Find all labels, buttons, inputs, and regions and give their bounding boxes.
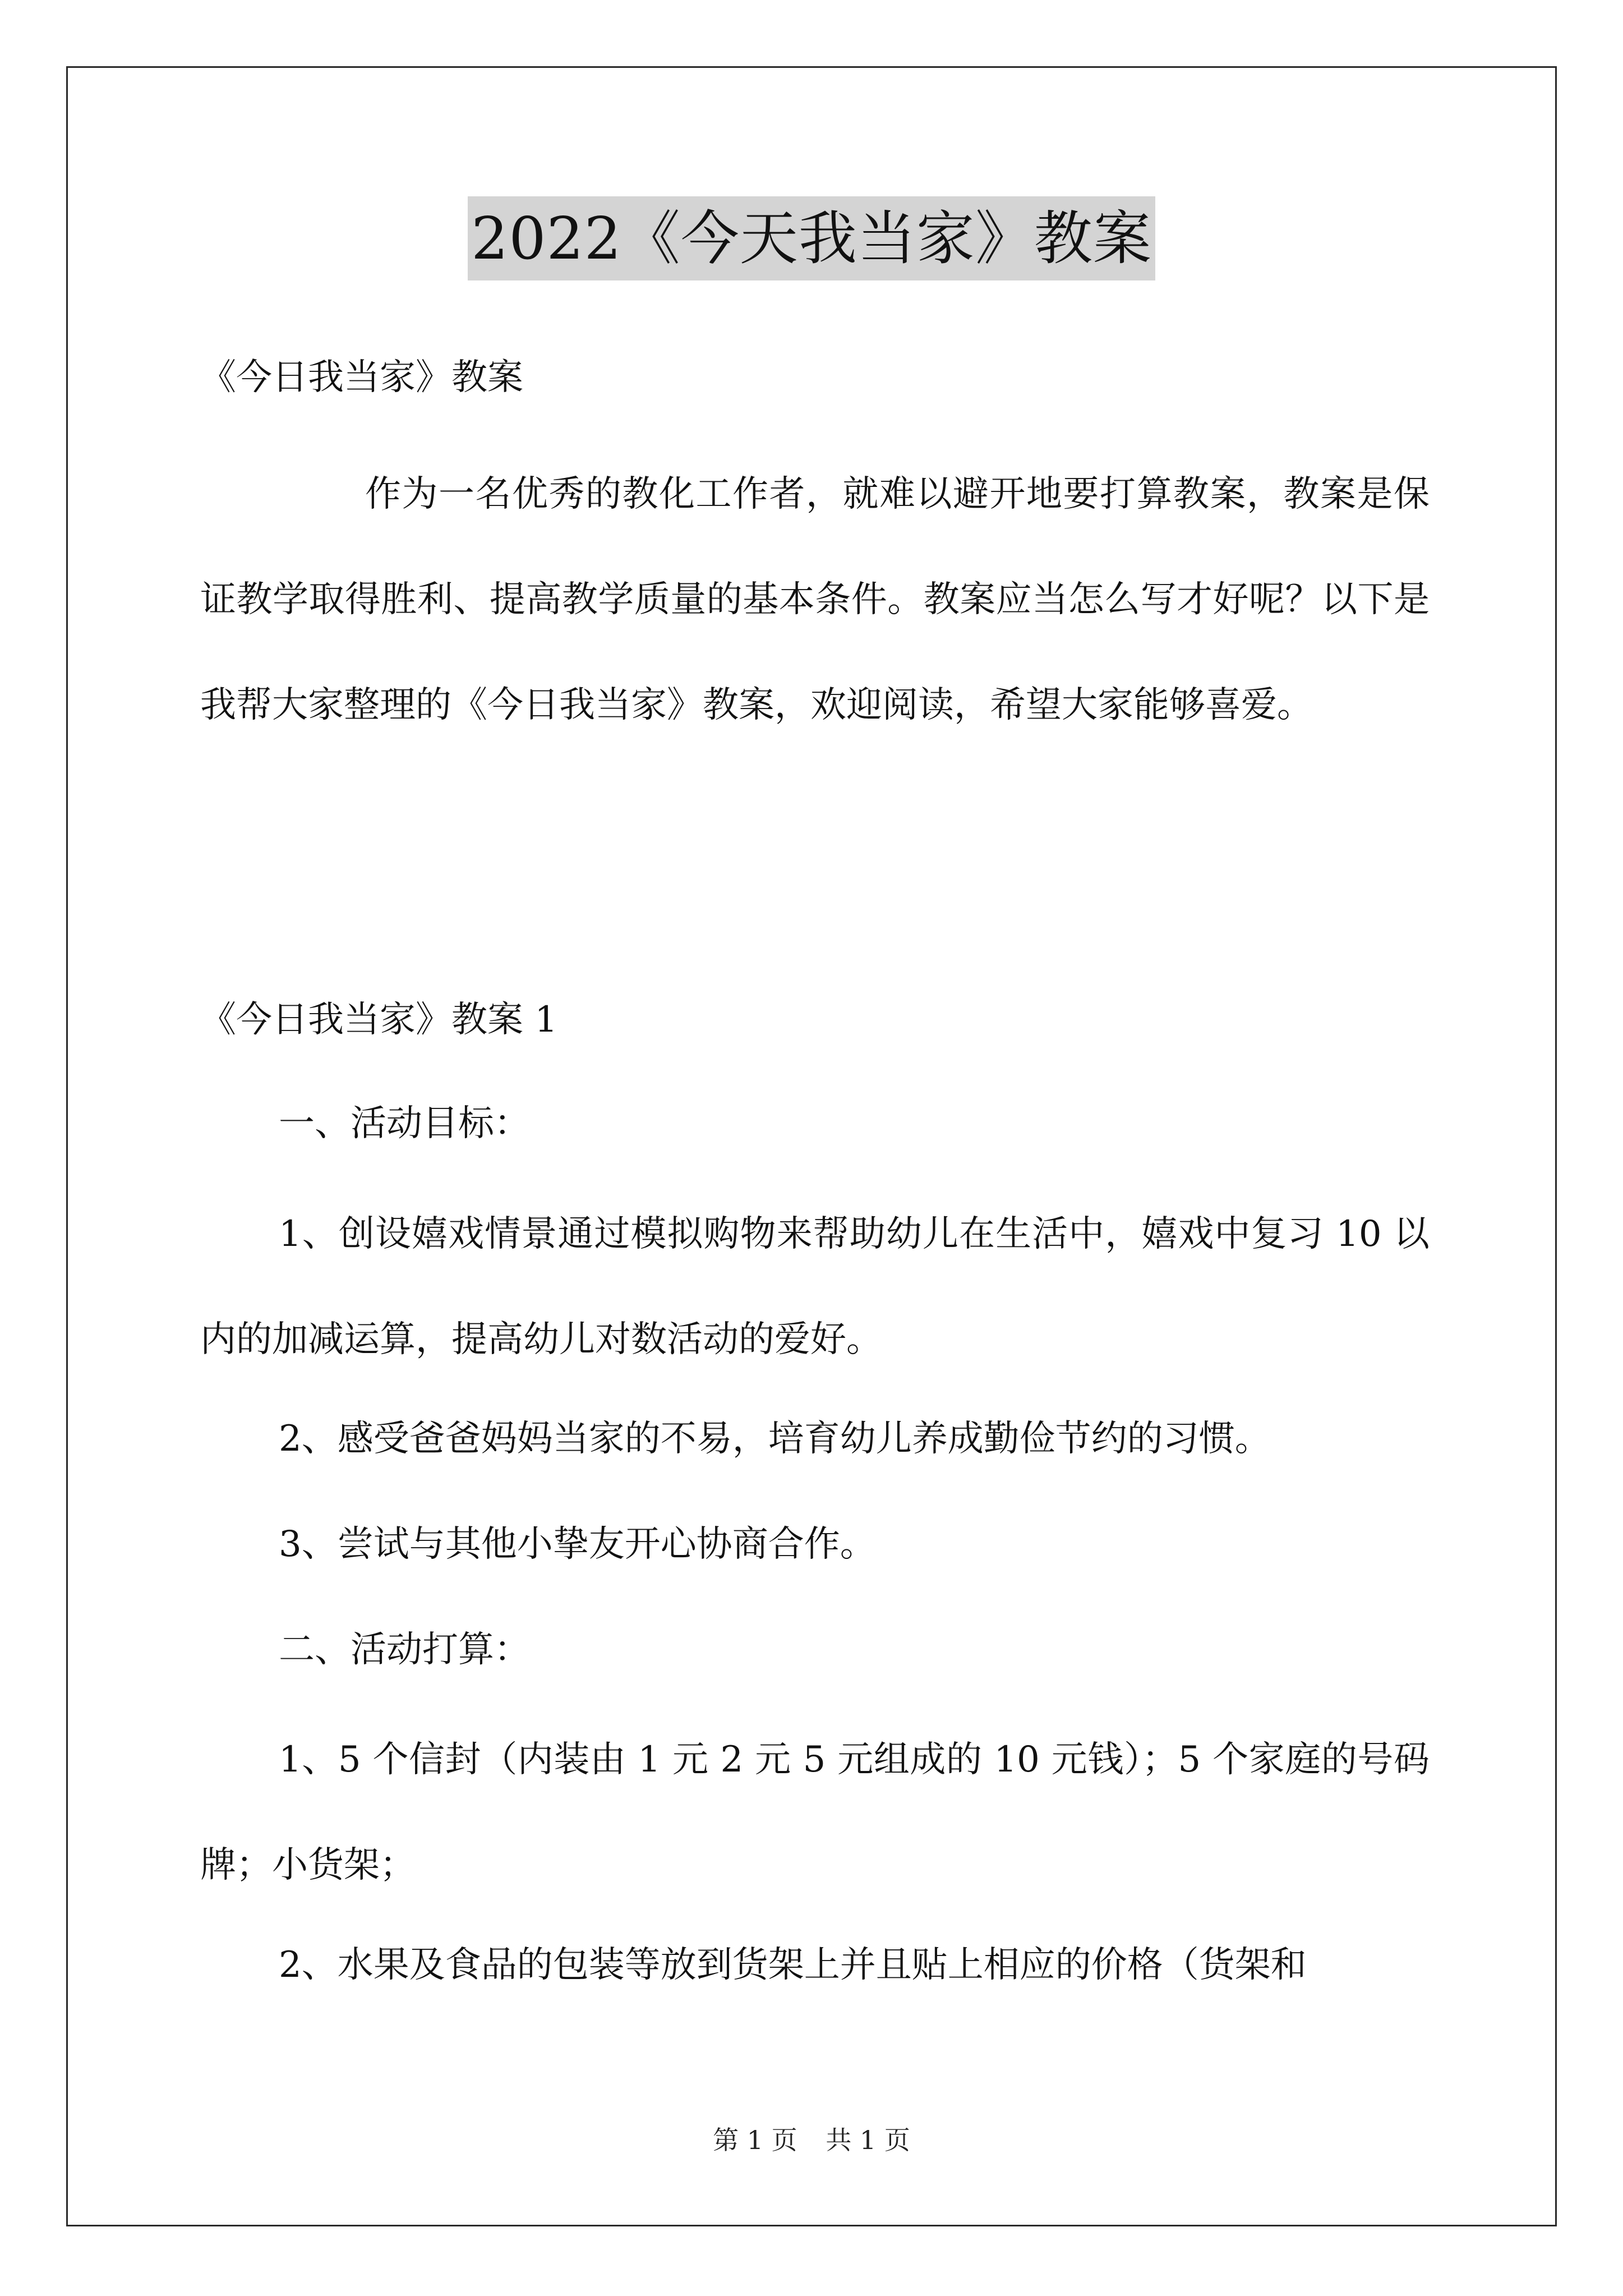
- prep-item-2: 2、水果及食品的包装等放到货架上并且贴上相应的价格（货架和: [279, 1944, 1307, 1986]
- document-title: 2022《今天我当家》教案: [468, 196, 1155, 280]
- page-total: 共 1 页: [826, 2125, 910, 2155]
- page-footer: [0, 2123, 1623, 2157]
- goal-item-2: 2、感受爸爸妈妈当家的不易，培育幼儿养成勤俭节约的习惯。: [279, 1418, 1271, 1460]
- prep-item-1: 1、5 个信封（内装由 1 元 2 元 5 元组成的 10 元钱）；5 个家庭的号码牌；小货架；: [200, 1739, 1430, 1886]
- goals-heading: 一、活动目标：: [279, 1103, 530, 1144]
- section-title: 《今日我当家》教案 1: [200, 999, 558, 1041]
- title-container: [0, 196, 1623, 280]
- goal-item-3: 3、尝试与其他小挚友开心协商合作。: [279, 1524, 876, 1565]
- document-subtitle: 《今日我当家》教案: [200, 357, 523, 398]
- page-number: 第 1 页: [713, 2125, 797, 2155]
- intro-paragraph: 作为一名优秀的教化工作者，就难以避开地要打算教案，教案是保证教学取得胜利、提高教学质量的基本条件。教案应当怎么写才好呢？以下是我帮大家整理的《今日我当家》教案，欢迎阅读，希望大家能够喜爱。: [200, 473, 1430, 726]
- goal-item-1: 1、创设嬉戏情景通过模拟购物来帮助幼儿在生活中，嬉戏中复习 10 以内的加减运算，提高幼儿对数活动的爱好。: [200, 1213, 1430, 1360]
- prep-heading: 二、活动打算：: [279, 1629, 530, 1671]
